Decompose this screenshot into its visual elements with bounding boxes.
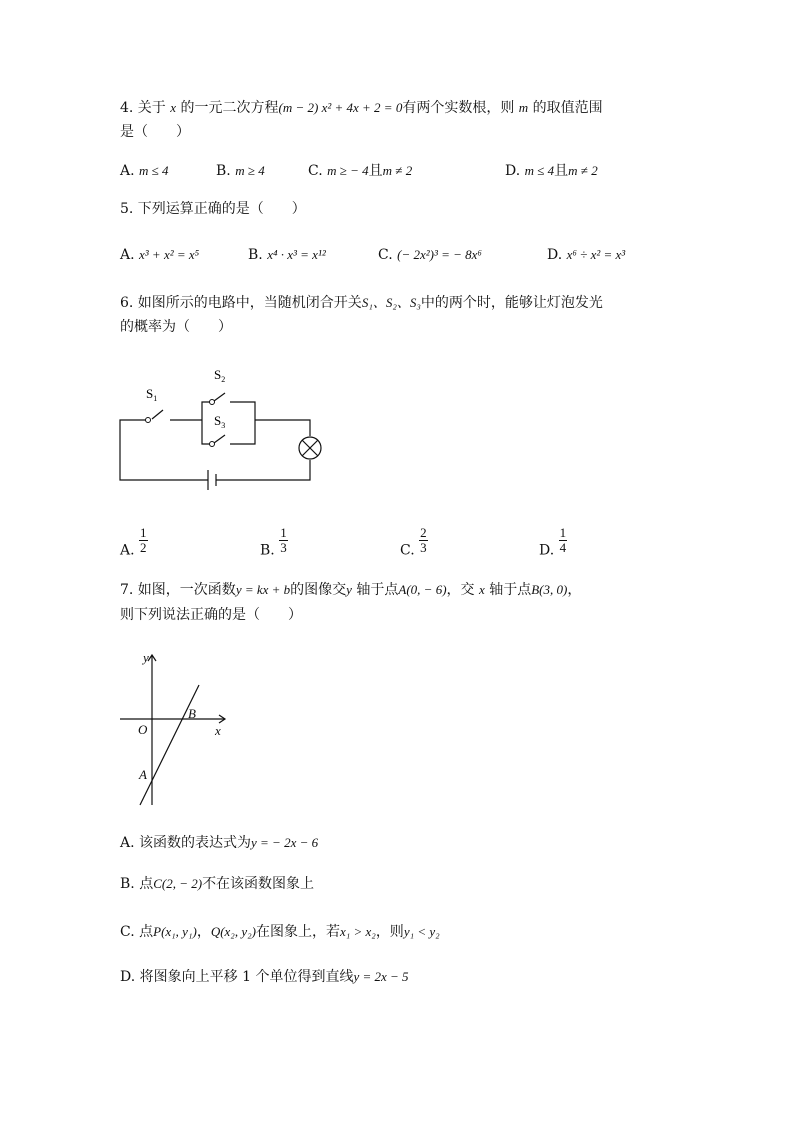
option-expr: x⁴ · x³ = x¹² bbox=[267, 247, 326, 262]
q6-option-a[interactable] bbox=[120, 526, 148, 560]
fraction-denominator: 2 bbox=[140, 540, 147, 555]
q7-point-b: B(3, 0) bbox=[531, 582, 568, 597]
option-join: 且 bbox=[554, 163, 569, 179]
q7-point-a: A(0, − 6) bbox=[398, 582, 447, 597]
fraction-numerator: 2 bbox=[420, 525, 427, 540]
q6-stem-text: 6. 如图所示的电路中，当随机闭合开关 bbox=[120, 295, 362, 311]
q5-option-b[interactable] bbox=[248, 246, 326, 264]
option-point-p: P(x₁, y₁) bbox=[153, 924, 197, 939]
q7-var-x: x bbox=[478, 582, 485, 597]
circuit-diagram bbox=[110, 360, 340, 500]
q4-stem-line1 bbox=[120, 99, 603, 117]
option-label: B. bbox=[216, 163, 231, 179]
fraction-numerator: 1 bbox=[280, 525, 287, 540]
option-text: 该函数的表达式为 bbox=[139, 835, 252, 851]
q6-stem-text-2: 中的两个时，能够让灯泡发光 bbox=[420, 295, 603, 311]
q6-option-d[interactable] bbox=[539, 526, 567, 560]
q7-option-b[interactable] bbox=[120, 875, 314, 893]
option-expr-2: m ≠ 2 bbox=[568, 163, 598, 178]
option-join: 且 bbox=[368, 163, 383, 179]
option-expr: y = 2x − 5 bbox=[353, 969, 409, 984]
q7-stem-text-2: 的图像交 bbox=[290, 582, 347, 598]
q7-stem-line1 bbox=[120, 581, 581, 599]
q4-option-d[interactable] bbox=[505, 162, 598, 180]
q4-stem-text: 4. 关于 bbox=[120, 100, 171, 116]
option-expr-2: m ≠ 2 bbox=[382, 163, 413, 178]
fraction-numerator: 1 bbox=[140, 525, 147, 540]
option-expr: C(2, − 2) bbox=[153, 876, 203, 891]
option-expr: x⁶ ÷ x² = x³ bbox=[566, 247, 626, 262]
option-expr: y = − 2x − 6 bbox=[251, 835, 319, 850]
q4-var-x: x bbox=[170, 100, 177, 115]
option-point-q: Q(x₂, y₂) bbox=[210, 924, 256, 939]
function-line bbox=[140, 685, 199, 805]
s2-contact-icon bbox=[210, 400, 215, 405]
option-fraction bbox=[559, 526, 568, 555]
option-text: 点 bbox=[139, 924, 154, 940]
q7-stem-text: 7. 如图，一次函数 bbox=[120, 582, 236, 598]
q4-stem-line2: 是（ ） bbox=[120, 124, 190, 140]
q7-stem-text-3: 轴于点 bbox=[351, 582, 399, 598]
q4-stem-text-2: 的一元二次方程 bbox=[176, 100, 279, 116]
x-axis-label: x bbox=[215, 723, 221, 738]
q6-stem-line2: 的概率为（ ） bbox=[120, 319, 232, 335]
q4-option-b[interactable] bbox=[216, 162, 265, 180]
q5-option-a[interactable] bbox=[120, 246, 199, 264]
q7-stem-text-4: ，交 bbox=[446, 582, 479, 598]
option-label: B. bbox=[260, 542, 275, 559]
point-b-label: B bbox=[188, 706, 196, 721]
q7-stem-text-5: 轴于点 bbox=[484, 582, 532, 598]
linear-function-graph bbox=[115, 645, 240, 815]
switch-s3-label: $S_3$ bbox=[214, 413, 226, 430]
origin-label: O bbox=[138, 722, 148, 737]
option-label: A. bbox=[120, 835, 135, 851]
option-text-2: 不在该函数图象上 bbox=[202, 876, 315, 892]
option-expr: m ≥ 4 bbox=[235, 163, 265, 178]
option-fraction bbox=[139, 526, 148, 555]
q5-option-c[interactable] bbox=[378, 246, 482, 264]
option-label: D. bbox=[120, 969, 136, 985]
q7-stem-text-6: ， bbox=[567, 582, 582, 598]
option-label: D. bbox=[539, 542, 555, 559]
q5-stem: 5. 下列运算正确的是（ ） bbox=[120, 201, 306, 217]
q4-option-c[interactable] bbox=[308, 162, 412, 180]
option-result: y₁ < y₂ bbox=[403, 924, 440, 939]
q4-equation: (m − 2) x² + 4x + 2 = 0 bbox=[278, 100, 403, 115]
option-text-2: 在图象上，若 bbox=[255, 924, 340, 940]
option-expr: (− 2x²)³ = − 8x⁶ bbox=[397, 247, 482, 262]
option-label: A. bbox=[120, 163, 135, 179]
q7-option-c[interactable] bbox=[120, 923, 440, 941]
q7-var-y: y bbox=[346, 582, 352, 597]
q4-option-a[interactable] bbox=[120, 162, 169, 180]
option-label: D. bbox=[547, 247, 563, 263]
q7-option-a[interactable] bbox=[120, 834, 318, 852]
y-axis-label: y bbox=[143, 650, 149, 665]
q4-stem-text-3: 有两个实数根，则 bbox=[402, 100, 519, 116]
option-text: 将图象向上平移 1 个单位得到直线 bbox=[139, 969, 354, 985]
option-expr: m ≤ 4 bbox=[139, 163, 169, 178]
q6-option-c[interactable] bbox=[400, 526, 428, 560]
q7-option-d[interactable] bbox=[120, 968, 409, 986]
option-expr: m ≤ 4 bbox=[524, 163, 555, 178]
s3-contact-icon bbox=[210, 442, 215, 447]
option-label: A. bbox=[120, 247, 135, 263]
option-expr: m ≥ − 4 bbox=[327, 163, 369, 178]
option-label: C. bbox=[120, 924, 135, 940]
q6-switches: S₁、S₂、S₃ bbox=[361, 295, 421, 310]
s1-contact-icon bbox=[146, 418, 151, 423]
option-label: C. bbox=[400, 542, 415, 559]
q5-option-d[interactable] bbox=[547, 246, 625, 264]
q4-stem-text-4: 的取值范围 bbox=[528, 100, 603, 116]
switch-s1-label: $S_1$ bbox=[146, 386, 158, 403]
q6-option-b[interactable] bbox=[260, 526, 288, 560]
q7-stem-line2: 则下列说法正确的是（ ） bbox=[120, 607, 302, 623]
option-text: 点 bbox=[139, 876, 154, 892]
option-expr: x³ + x² = x⁵ bbox=[139, 247, 200, 262]
option-label: B. bbox=[248, 247, 263, 263]
option-fraction bbox=[279, 526, 288, 555]
fraction-denominator: 4 bbox=[559, 540, 567, 555]
option-label: D. bbox=[505, 163, 521, 179]
q4-var-m: m bbox=[518, 100, 529, 115]
q7-function: y = kx + b bbox=[235, 582, 291, 597]
option-label: B. bbox=[120, 876, 135, 892]
q6-stem-line1 bbox=[120, 294, 603, 312]
option-fraction bbox=[419, 526, 428, 555]
switch-s2-label: $S_2$ bbox=[214, 367, 226, 384]
fraction-denominator: 3 bbox=[280, 540, 287, 555]
fraction-numerator: 1 bbox=[559, 525, 567, 540]
option-label: A. bbox=[120, 542, 135, 559]
option-text-3: ，则 bbox=[375, 924, 404, 940]
option-separator: ， bbox=[196, 924, 211, 940]
fraction-denominator: 3 bbox=[420, 540, 427, 555]
option-label: C. bbox=[308, 163, 323, 179]
option-condition: x₁ > x₂ bbox=[339, 924, 376, 939]
option-label: C. bbox=[378, 247, 393, 263]
point-a-label: A bbox=[139, 767, 147, 782]
